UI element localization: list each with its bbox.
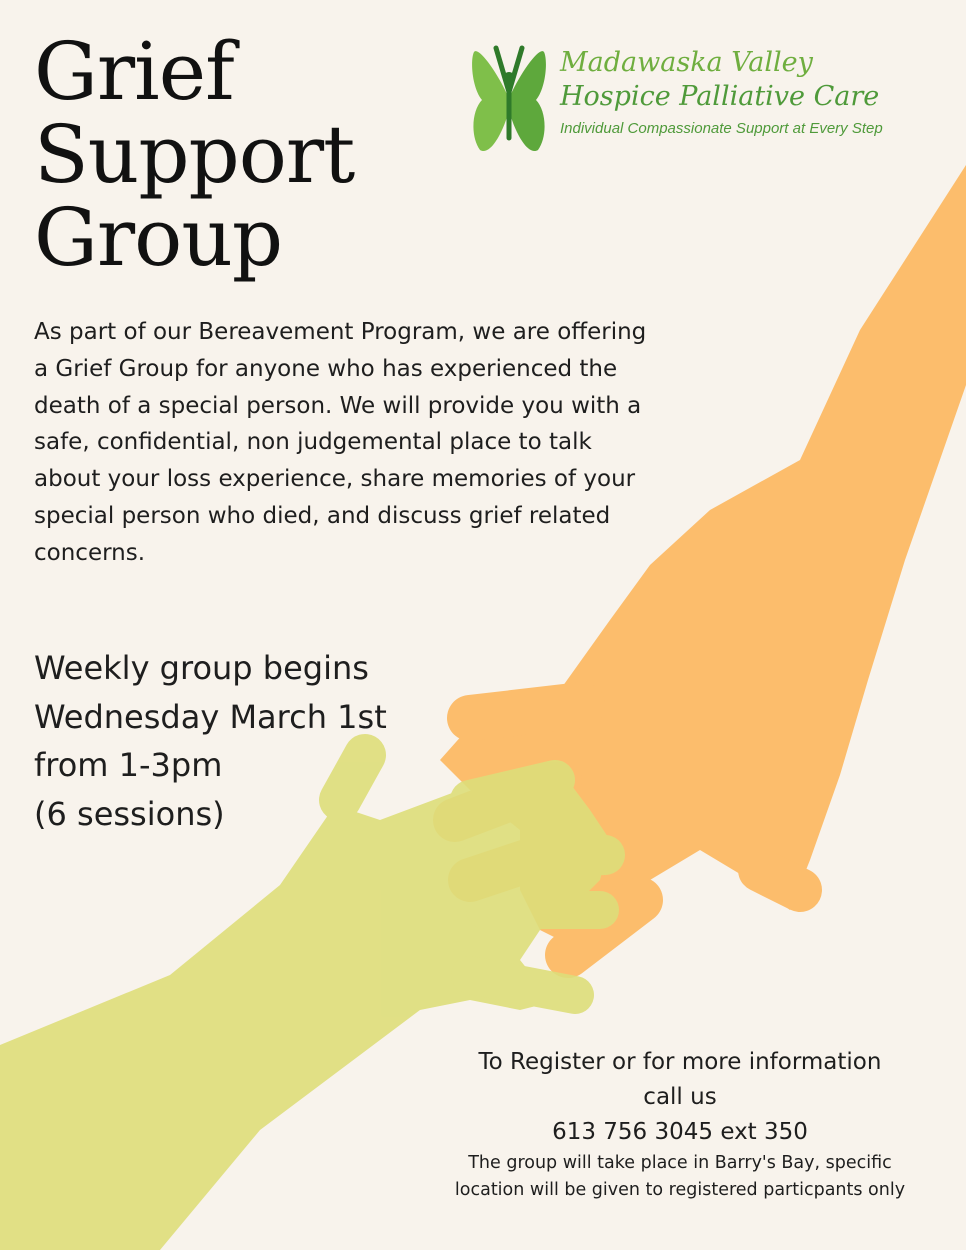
phone-number: 613 756 3045 ext 350	[552, 1119, 808, 1145]
location-note-line-2: location will be given to registered particpants only	[454, 1180, 906, 1200]
logo-tagline: Individual Compassionate Support at Every Step	[560, 120, 883, 137]
butterfly-person-icon	[468, 38, 550, 156]
contact-line-2: call us	[643, 1084, 717, 1110]
location-note-line-1: The group will take place in Barry's Bay, specific	[468, 1153, 892, 1173]
schedule-line-1: Weekly group begins	[34, 649, 369, 687]
page-title	[34, 25, 355, 284]
logo-name-line-1: Madawaska Valley	[560, 47, 813, 78]
title-line-1: Grief	[34, 25, 234, 118]
logo-name-line-2: Hospice Palliative Care	[560, 81, 880, 112]
contact-line-1: To Register or for more information	[478, 1049, 882, 1075]
schedule-line-3: from 1-3pm	[34, 746, 223, 784]
schedule-line-4: (6 sessions)	[34, 794, 225, 833]
title-line-2: Support	[34, 108, 355, 201]
intro-paragraph: As part of our Bereavement Program, we are offering a Grief Group for anyone who has experienced the death of a special person. We will provide you with a safe, confidential, non judgemental place to talk about your loss experience, share memories of your special person who died, and discuss grief related concerns.	[34, 319, 647, 566]
schedule-line-2: Wednesday March 1st	[34, 697, 387, 736]
contact-block	[400, 1045, 960, 1204]
hospice-logo	[468, 36, 928, 160]
title-line-3: Group	[34, 191, 283, 284]
schedule-block	[34, 644, 494, 838]
